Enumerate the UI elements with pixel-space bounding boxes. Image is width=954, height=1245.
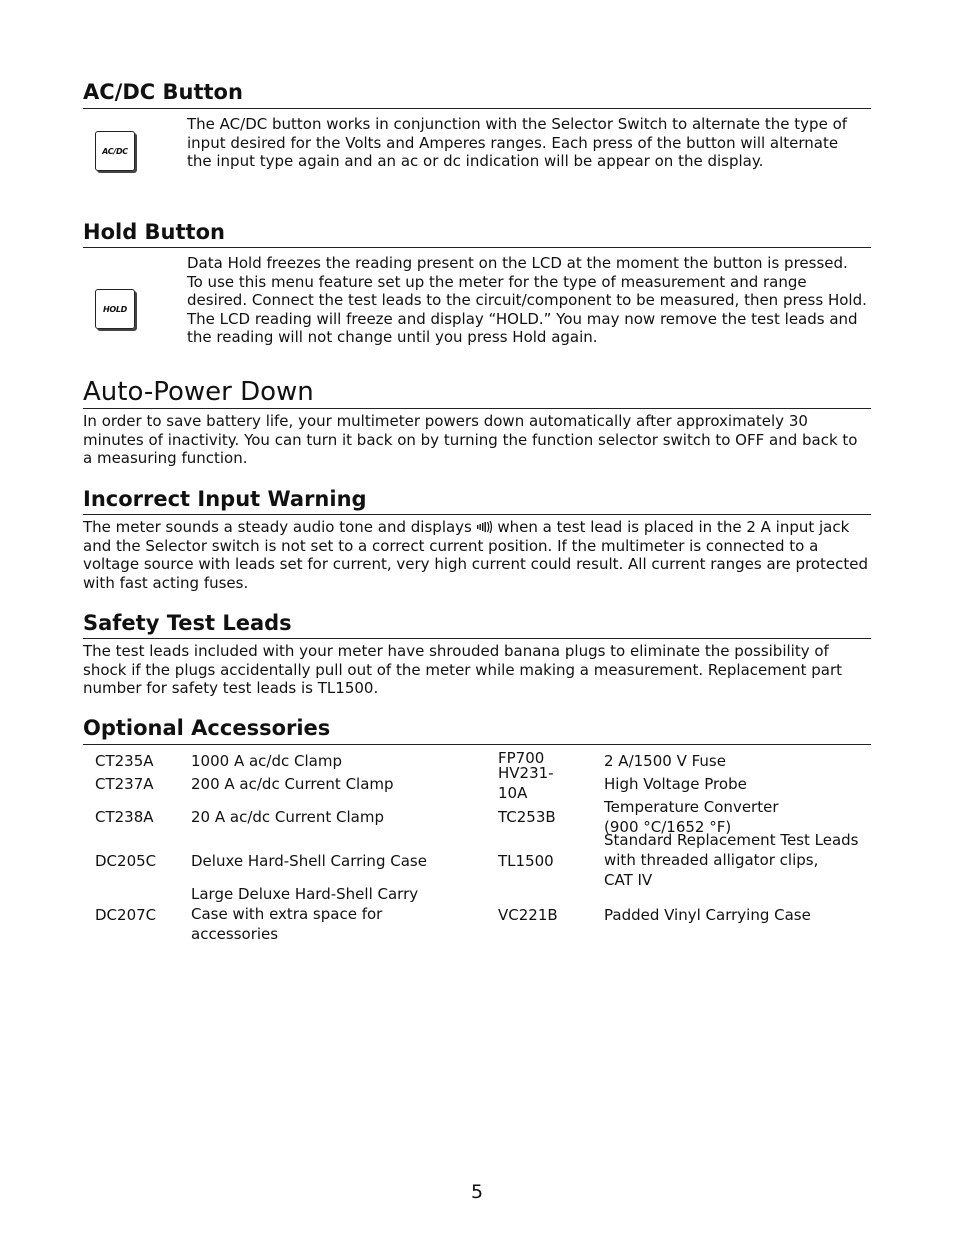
- text-line: the input type again and an ac or dc indication will be appear on the display.: [187, 152, 764, 170]
- text-line: The test leads included with your meter have shrouded banana plugs to eliminate the possibility of: [83, 642, 829, 660]
- accessory-part: TC253B: [498, 808, 556, 826]
- text-line: [83, 518, 871, 537]
- accessory-desc: 2 A/1500 V Fuse: [604, 752, 726, 770]
- accessory-part: CT238A: [95, 808, 154, 826]
- accessory-desc: [604, 830, 859, 890]
- text-line: In order to save battery life, your multimeter powers down automatically after approximately 30: [83, 412, 808, 430]
- text-line: number for safety test leads is TL1500.: [83, 679, 379, 697]
- text-line: Standard Replacement Test Leads: [604, 831, 859, 849]
- text-line: and the Selector switch is not set to a correct current position. If the multimeter is connected to a: [83, 536, 819, 555]
- text-line: minutes of inactivity. You can turn it back on by turning the function selector switch to OFF and back to: [83, 430, 858, 449]
- hold-description: [187, 254, 869, 347]
- section-divider: [83, 408, 871, 409]
- page-number: 5: [470, 1181, 484, 1203]
- hold-button-icon: [95, 289, 135, 329]
- heading-safety-test-leads: Safety Test Leads: [83, 611, 292, 635]
- acdc-button-icon: [95, 131, 135, 171]
- text-line: CAT IV: [604, 871, 653, 889]
- accessory-part: DC205C: [95, 852, 157, 870]
- text-line: a measuring function.: [83, 449, 248, 467]
- text-line: (900 °C/1652 °F): [604, 818, 732, 836]
- acdc-icon-label: AC/DC: [102, 146, 128, 156]
- text-line: Temperature Converter: [604, 798, 779, 816]
- text-line: Data Hold freezes the reading present on the LCD at the moment the button is pressed.: [187, 254, 848, 272]
- heading-optional-accessories: Optional Accessories: [83, 716, 331, 740]
- accessory-desc: 1000 A ac/dc Clamp: [191, 752, 342, 770]
- hold-icon-label: HOLD: [102, 304, 128, 314]
- accessory-desc: Deluxe Hard-Shell Carring Case: [191, 852, 427, 870]
- acdc-description: [187, 115, 867, 171]
- text-line: To use this menu feature set up the meter for the type of measurement and range: [187, 272, 807, 291]
- text-line: 10A: [498, 784, 528, 802]
- section-divider: [83, 744, 871, 745]
- accessory-part: DC207C: [95, 906, 157, 924]
- accessory-part: VC221B: [498, 906, 558, 924]
- auto-power-description: [83, 412, 871, 468]
- accessory-part: [498, 763, 554, 803]
- section-divider: [83, 514, 871, 515]
- safety-leads-description: [83, 642, 871, 698]
- section-divider: [83, 108, 871, 109]
- text-line: with fast acting fuses.: [83, 573, 249, 592]
- accessory-part: CT237A: [95, 775, 154, 793]
- text-line: the reading will not change until you press Hold again.: [187, 328, 598, 346]
- section-divider: [83, 638, 871, 639]
- text-run: when a test lead is placed in the 2 A input jack: [492, 518, 850, 536]
- text-line: Case with extra space for: [191, 905, 383, 923]
- accessory-part: CT235A: [95, 752, 154, 770]
- text-line: shock if the plugs accidentally pull out of the meter while making a measurement. Replacement part: [83, 660, 843, 679]
- heading-incorrect-input-warning: Incorrect Input Warning: [83, 487, 367, 511]
- heading-acdc-button: AC/DC Button: [83, 80, 243, 104]
- accessory-desc: High Voltage Probe: [604, 775, 747, 793]
- accessory-desc: Padded Vinyl Carrying Case: [604, 906, 811, 924]
- heading-hold-button: Hold Button: [83, 220, 225, 244]
- text-line: HV231-: [498, 764, 554, 782]
- text-run: The meter sounds a steady audio tone and displays: [83, 518, 477, 536]
- heading-auto-power-down: Auto-Power Down: [83, 377, 314, 407]
- audio-tone-icon: [477, 521, 493, 533]
- text-line: with threaded alligator clips,: [604, 851, 819, 869]
- text-line: The AC/DC button works in conjunction with the Selector Switch to alternate the type of: [187, 115, 848, 133]
- text-line: voltage source with leads set for current, very high current could result. All current ranges are protected: [83, 555, 869, 573]
- accessory-part: TL1500: [498, 852, 554, 870]
- text-line: accessories: [191, 925, 279, 943]
- accessory-desc: 200 A ac/dc Current Clamp: [191, 775, 394, 793]
- accessory-desc: 20 A ac/dc Current Clamp: [191, 808, 384, 826]
- incorrect-input-description: [83, 518, 871, 592]
- accessory-desc: [191, 884, 418, 944]
- section-divider: [83, 247, 871, 248]
- text-line: Large Deluxe Hard-Shell Carry: [191, 885, 419, 903]
- text-line: input desired for the Volts and Amperes ranges. Each press of the button will alternate: [187, 133, 839, 152]
- text-line: desired. Connect the test leads to the circuit/component to be measured, then press Hold.: [187, 291, 867, 309]
- accessory-part: FP700: [498, 749, 545, 767]
- text-line: The LCD reading will freeze and display “HOLD.” You may now remove the test leads and: [187, 309, 858, 328]
